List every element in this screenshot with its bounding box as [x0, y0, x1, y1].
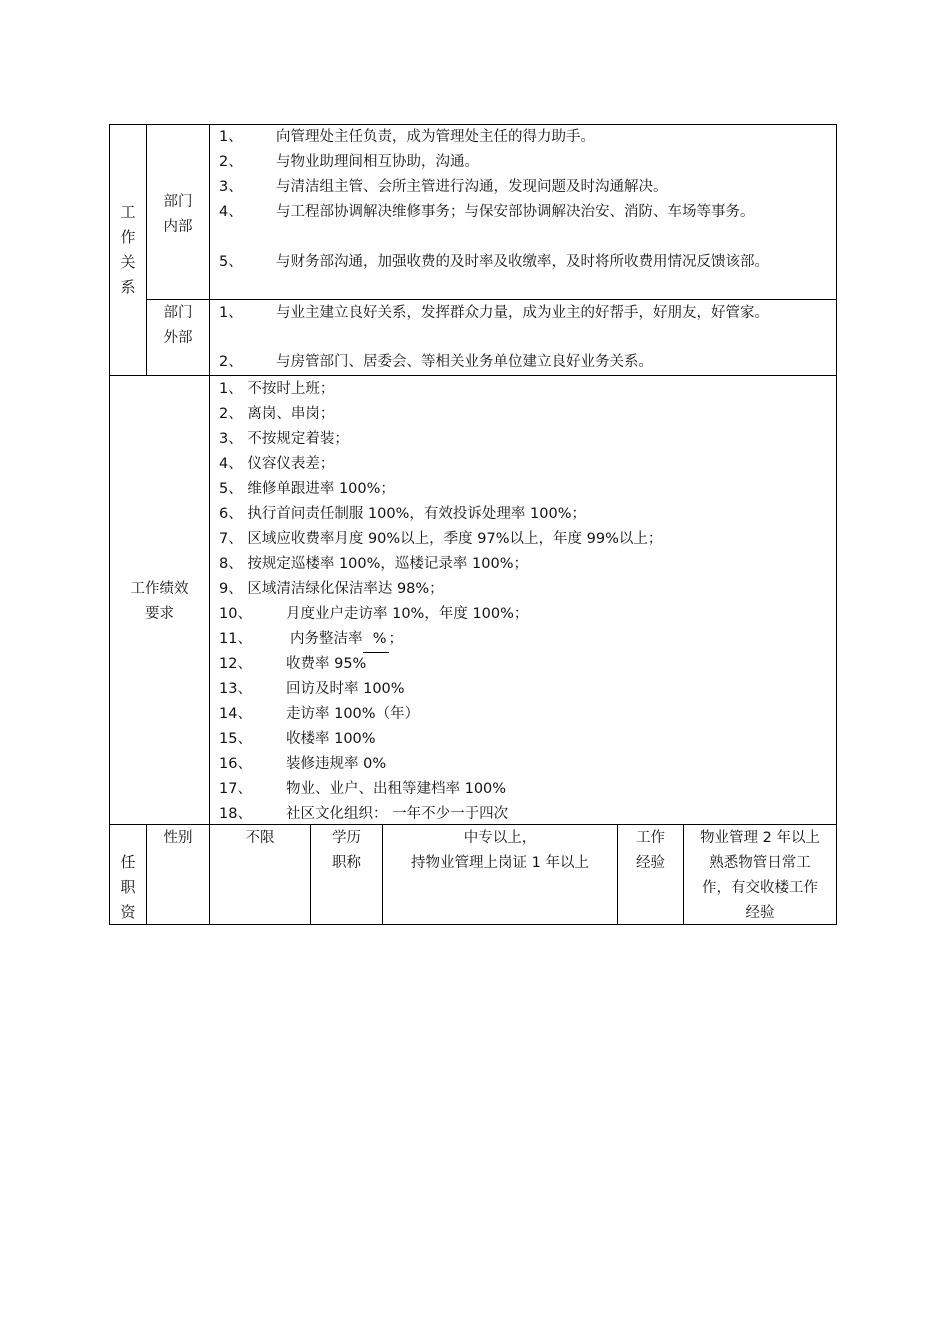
performance-label: 工作绩效 要求 — [130, 581, 189, 622]
internal-item-text: 与财务部沟通，加强收费的及时率及收缴率，及时将所收费用情况反馈该部。 — [276, 254, 769, 270]
experience-value: 物业管理 2 年以上 熟悉物管日常工 作，有交收楼工作 经验 — [700, 830, 820, 921]
performance-item: 4、 仪容仪表差； — [219, 456, 335, 472]
internal-item-text: 与清洁组主管、会所主管进行沟通，发现问题及时沟通解决。 — [276, 179, 668, 195]
performance-item-text: 装修违规率 0% — [286, 756, 387, 772]
performance-item: 8、 按规定巡楼率 100%，巡楼记录率 100%； — [219, 556, 528, 572]
work-relations-label — [110, 200, 146, 300]
qualification-label — [110, 850, 146, 925]
external-item-text: 与房管部门、居委会、等相关业务单位建立良好业务关系。 — [276, 354, 653, 370]
performance-item-num: 16、 — [219, 756, 252, 772]
performance-item: 6、 执行首问责任制服 100%，有效投诉处理率 100%； — [219, 506, 586, 522]
internal-item-num: 3、 — [219, 179, 243, 195]
performance-item-text: 收楼率 100% — [286, 731, 376, 747]
job-description-table — [109, 124, 837, 925]
qualification-char-1: 任 — [120, 853, 136, 871]
external-item-num: 2、 — [219, 354, 243, 370]
performance-item: 7、 区域应收费率月度 90%以上，季度 97%以上，年度 99%以上； — [219, 531, 663, 547]
internal-item-text: 与物业助理间相互协助，沟通。 — [276, 154, 479, 170]
external-dept-label: 部门 外部 — [163, 305, 193, 346]
performance-item-text: 物业、业户、出租等建档率 100% — [286, 781, 507, 797]
work-relations-char-3: 关 — [120, 253, 136, 271]
gender-label: 性别 — [163, 830, 193, 846]
performance-item: 1、 不按时上班； — [219, 381, 335, 397]
performance-item-text: 月度业户走访率 10%，年度 100%； — [286, 606, 529, 622]
internal-dept-label: 部门 内部 — [163, 194, 193, 235]
performance-item-num: 10、 — [219, 606, 252, 622]
performance-item-num: 12、 — [219, 656, 252, 672]
internal-item-text: 向管理处主任负责，成为管理处主任的得力助手。 — [276, 129, 595, 145]
work-relations-char-2: 作 — [120, 228, 136, 246]
performance-item: 5、 维修单跟进率 100%； — [219, 481, 395, 497]
education-value: 中专以上， 持物业管理上岗证 1 年以上 — [411, 830, 589, 871]
performance-item: 3、 不按规定着装； — [219, 431, 349, 447]
qualification-char-2: 职 — [120, 878, 136, 896]
performance-item-text: 走访率 100%（年） — [286, 706, 420, 722]
performance-item-text: 社区文化组织： 一年不少一于四次 — [286, 806, 509, 822]
performance-item-num: 13、 — [219, 681, 252, 697]
work-relations-char-4: 系 — [120, 278, 136, 296]
internal-item-text: 与工程部协调解决维修事务；与保安部协调解决治安、消防、车场等事务。 — [276, 204, 755, 220]
education-label: 学历 职称 — [332, 830, 361, 871]
gender-value: 不限 — [245, 830, 275, 846]
internal-item-num: 2、 — [219, 154, 243, 170]
performance-item-num: 14、 — [219, 706, 252, 722]
internal-item-num: 4、 — [219, 204, 243, 220]
experience-label: 工作 经验 — [636, 830, 665, 871]
performance-item: 2、 离岗、串岗； — [219, 406, 335, 422]
qualification-char-3: 资 — [120, 903, 136, 921]
external-item-num: 1、 — [219, 305, 243, 321]
work-relations-char-1: 工 — [120, 203, 136, 221]
performance-item: 9、 区域清洁绿化保洁率达 98%； — [219, 581, 444, 597]
performance-item-text: 内务整洁率 % ； — [290, 627, 403, 653]
performance-item-num: 15、 — [219, 731, 252, 747]
performance-item-num: 17、 — [219, 781, 252, 797]
performance-item-text: 收费率 95% — [286, 656, 367, 672]
performance-item-num: 11、 — [219, 631, 252, 647]
internal-item-num: 1、 — [219, 129, 243, 145]
performance-item-text: 回访及时率 100% — [286, 681, 405, 697]
performance-item-num: 18、 — [219, 806, 252, 822]
internal-item-num: 5、 — [219, 254, 243, 270]
external-item-text: 与业主建立良好关系，发挥群众力量，成为业主的好帮手，好朋友，好管家。 — [276, 305, 769, 321]
